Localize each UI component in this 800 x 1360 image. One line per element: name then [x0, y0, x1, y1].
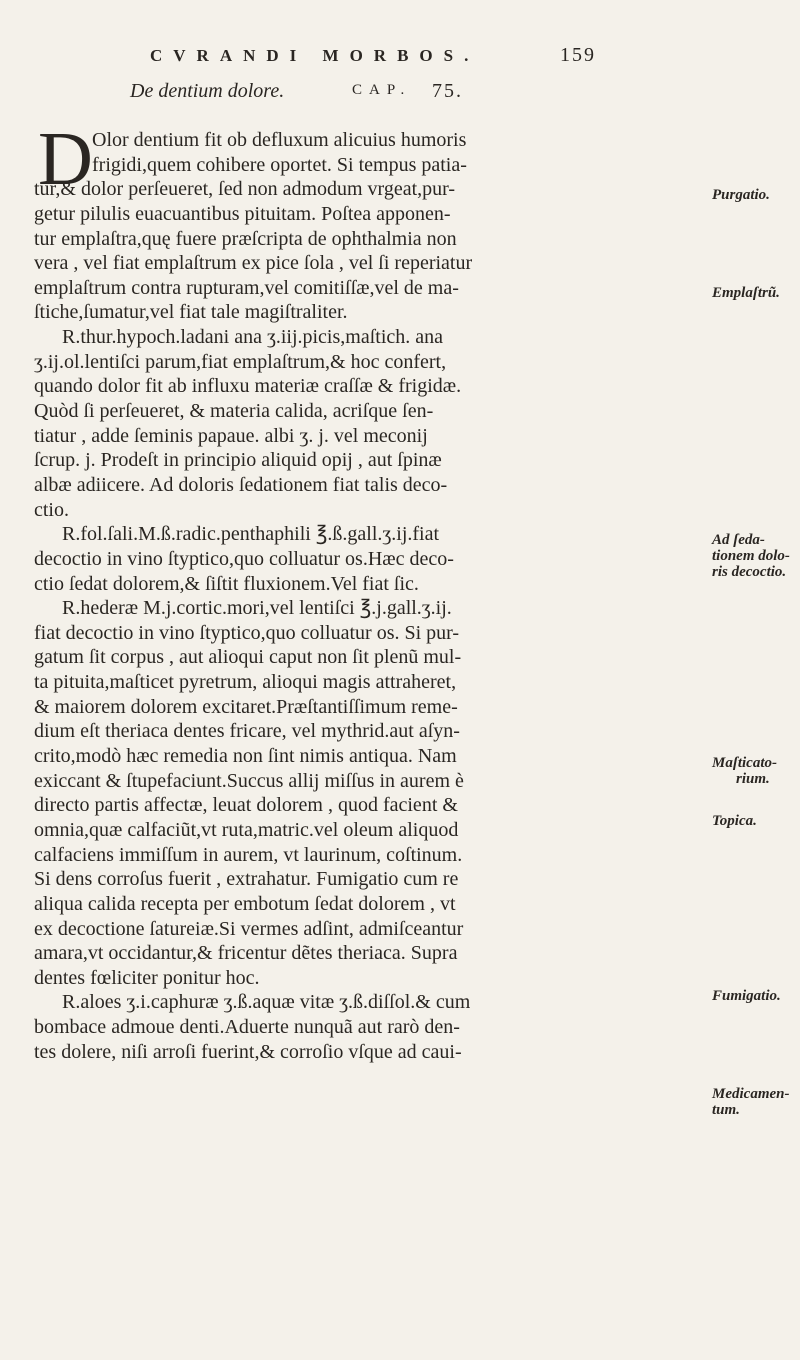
margin-note-line: tum.	[712, 1102, 740, 1118]
text-line: exiccant & ſtupefaciunt.Succus allij miſſus in aurem è	[34, 769, 464, 792]
text-line: crito,modò hæc remedia non ſint nimis antiqua. Nam	[34, 745, 457, 768]
margin-note-line: Ad ſeda-	[712, 532, 765, 548]
text-line: amara,vt occidantur,& fricentur dẽtes theriaca. Supra	[34, 942, 458, 965]
text-line: tiatur , adde ſeminis papaue. albi ʒ. j. vel meconij	[34, 424, 428, 447]
margin-note-masticatorium	[712, 755, 798, 787]
text-line: ex decoctione ſatureiæ.Si vermes adſint, admiſceantur	[34, 917, 464, 940]
text-line: ctio ſedat dolorem,& ſiſtit fluxionem.Vel fiat ſic.	[34, 572, 419, 595]
text-line: ſcrup. j. Prodeſt in principio aliquid opij , aut ſpinæ	[34, 449, 442, 472]
margin-note-fumigatio	[712, 988, 798, 1004]
margin-note-medicamentum	[712, 1086, 798, 1118]
text-line: tur emplaſtra,quę fuere præſcripta de ophthalmia non	[34, 227, 457, 250]
margin-note-topica	[712, 813, 798, 829]
margin-note-line: Topica.	[712, 813, 757, 829]
page-number: 159	[560, 44, 596, 66]
text-line: Si dens corroſus fuerit , extrahatur. Fumigatio cum re	[34, 868, 459, 891]
margin-note-emplastrum	[712, 285, 798, 301]
text-line: Quòd ſi perſeueret, & materia calida, acriſque ſen-	[34, 400, 434, 423]
text-line: & maiorem dolorem excitaret.Præſtantiſſimum reme-	[34, 695, 458, 718]
text-line: tur,& dolor perſeueret, ſed non admodum vrgeat,pur-	[34, 178, 456, 201]
text-line: bombace admoue denti.Aduerte nunquã aut rarò den-	[34, 1016, 460, 1039]
text-line: emplaſtrum contra rupturam,vel comitiſſæ,vel de ma-	[34, 276, 459, 299]
margin-note-line: ris decoctio.	[712, 564, 787, 580]
drop-cap: D	[38, 117, 93, 201]
text-line: R.fol.ſali.M.ß.radic.penthaphili ℥.ß.gall.ʒ.ij.fiat	[62, 523, 440, 546]
text-line: frigidi,quem cohibere oportet. Si tempus patia-	[92, 153, 467, 176]
margin-note-ad-sedationem	[712, 532, 798, 580]
chapter-number: 75.	[432, 80, 463, 102]
text-line: directo partis affectæ, leuat dolorem , quod facient &	[34, 794, 458, 817]
text-line: quando dolor fit ab influxu materiæ craſſæ & frigidæ.	[34, 375, 462, 398]
text-line: R.aloes ʒ.i.caphuræ ʒ.ß.aquæ vitæ ʒ.ß.diſſol.& cum	[62, 991, 471, 1014]
chapter-title: De dentium dolore.	[130, 80, 285, 102]
margin-note-purgatio	[712, 187, 798, 203]
text-line: getur pilulis euacuantibus pituitam. Poſtea apponen-	[34, 202, 451, 225]
text-line: ctio.	[34, 498, 69, 521]
text-line: aliqua calida recepta per embotum ſedat dolorem , vt	[34, 892, 456, 915]
margin-note-line: Fumigatio.	[712, 988, 781, 1004]
text-line: ta pituita,maſticet pyretrum, alioqui magis attraheret,	[34, 671, 457, 694]
text-line: gatum ſit corpus , aut alioqui caput non ſit plenũ mul-	[34, 646, 462, 669]
text-line: R.thur.hypoch.ladani ana ʒ.iij.picis,maſtich. ana	[62, 326, 444, 349]
text-line: fiat decoctio in vino ſtyptico,quo colluatur os. Si pur-	[34, 621, 460, 644]
text-line: Olor dentium fit ob defluxum alicuius humoris	[92, 129, 467, 151]
text-line: decoctio in vino ſtyptico,quo colluatur os.Hæc deco-	[34, 547, 454, 570]
text-line: vera , vel fiat emplaſtrum ex pice ſola , vel ſi reperiatur	[34, 252, 473, 275]
text-line: ʒ.ij.ol.lentiſci parum,fiat emplaſtrum,& hoc confert,	[34, 350, 447, 373]
text-line: tes dolere, niſi arroſi fuerint,& corroſio vſque ad caui-	[34, 1040, 462, 1063]
text-line: dium eſt theriaca dentes fricare, vel mythrid.aut aſyn-	[34, 720, 460, 743]
text-line: albæ adiicere. Ad doloris ſedationem fiat talis deco-	[34, 473, 448, 496]
margin-note-line: Medicamen-	[712, 1086, 790, 1102]
margin-note-line: Maſticato-	[712, 755, 777, 771]
chapter-label: CAP.	[352, 82, 412, 98]
margin-note-line: rium.	[736, 771, 770, 787]
margin-note-line: Emplaſtrũ.	[712, 285, 780, 301]
text-line: R.hederæ M.j.cortic.mori,vel lentiſci ℥.j.gall.ʒ.ij.	[62, 597, 452, 620]
margin-note-line: tionem dolo-	[712, 548, 790, 564]
text-line: omnia,quæ calfaciũt,vt ruta,matric.vel oleum aliquod	[34, 818, 459, 841]
text-line: dentes fœliciter ponitur hoc.	[34, 966, 260, 989]
running-head: CVRANDI MORBOS.	[150, 46, 480, 65]
margin-note-line: Purgatio.	[712, 187, 770, 203]
text-line: calfaciens immiſſum in aurem, vt laurinum, coſtinum.	[34, 843, 463, 866]
body-text	[34, 117, 694, 1064]
text-line: ſtiche,ſumatur,vel fiat tale magiſtraliter.	[34, 301, 348, 324]
